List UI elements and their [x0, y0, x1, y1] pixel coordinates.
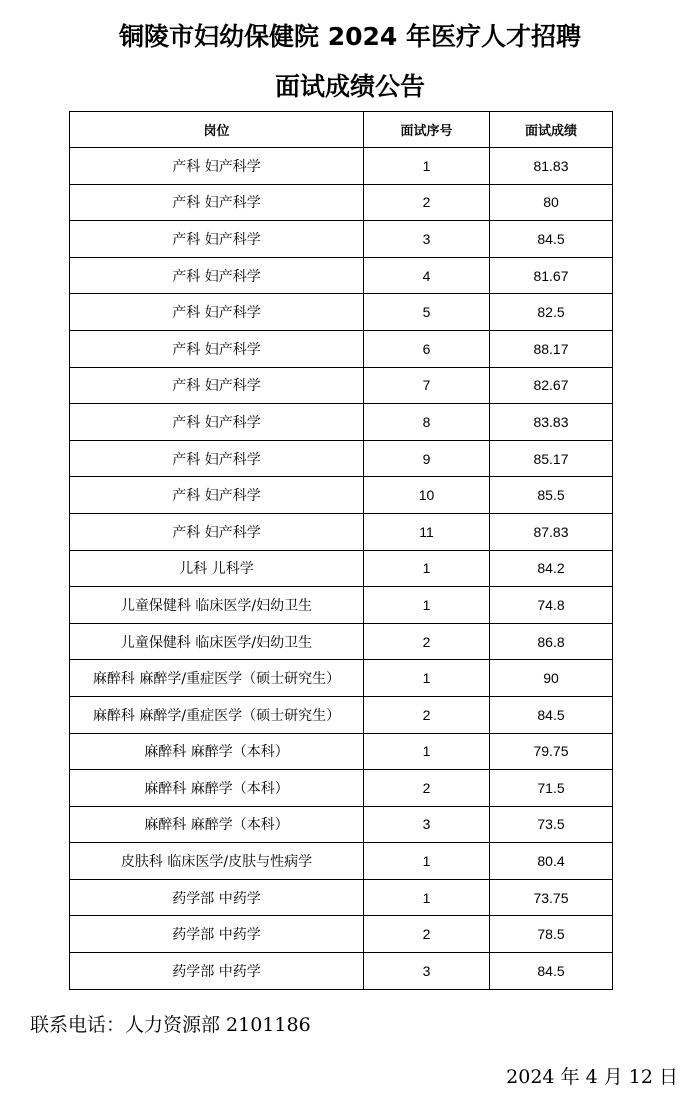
- cell-interview-seq: 6: [364, 330, 490, 367]
- cell-interview-seq: 1: [364, 660, 490, 697]
- cell-interview-seq: 4: [364, 257, 490, 294]
- table-row: [70, 550, 613, 587]
- table-row: [70, 623, 613, 660]
- table-row: [70, 953, 613, 990]
- cell-interview-score: 81.83: [490, 148, 613, 185]
- cell-interview-seq: 1: [364, 148, 490, 185]
- cell-interview-seq: 1: [364, 587, 490, 624]
- cell-position: 儿科 儿科学: [70, 550, 364, 587]
- cell-position: 产科 妇产科学: [70, 148, 364, 185]
- document-subtitle: 面试成绩公告: [274, 72, 425, 101]
- table-row: [70, 404, 613, 441]
- cell-interview-score: 84.5: [490, 953, 613, 990]
- cell-interview-score: 85.17: [490, 440, 613, 477]
- table-row: [70, 148, 613, 185]
- cell-position: 产科 妇产科学: [70, 440, 364, 477]
- header-interview-seq: 面试序号: [364, 112, 490, 148]
- cell-position: 药学部 中药学: [70, 953, 364, 990]
- cell-position: 药学部 中药学: [70, 879, 364, 916]
- header-interview-score: 面试成绩: [490, 112, 613, 148]
- cell-interview-seq: 2: [364, 916, 490, 953]
- cell-interview-score: 87.83: [490, 513, 613, 550]
- document-title: 铜陵市妇幼保健院 2024 年医疗人才招聘: [119, 22, 581, 51]
- cell-position: 麻醉科 麻醉学/重症医学（硕士研究生）: [70, 660, 364, 697]
- table-row: [70, 696, 613, 733]
- cell-position: 产科 妇产科学: [70, 294, 364, 331]
- cell-interview-score: 80: [490, 184, 613, 221]
- cell-interview-seq: 3: [364, 806, 490, 843]
- interview-score-table: [69, 111, 613, 990]
- cell-interview-score: 83.83: [490, 404, 613, 441]
- cell-interview-seq: 2: [364, 184, 490, 221]
- cell-position: 产科 妇产科学: [70, 404, 364, 441]
- cell-interview-score: 78.5: [490, 916, 613, 953]
- table-row: [70, 367, 613, 404]
- table-row: [70, 843, 613, 880]
- cell-interview-score: 73.75: [490, 879, 613, 916]
- table-row: [70, 440, 613, 477]
- cell-interview-score: 80.4: [490, 843, 613, 880]
- cell-position: 儿童保健科 临床医学/妇幼卫生: [70, 623, 364, 660]
- cell-interview-score: 81.67: [490, 257, 613, 294]
- cell-interview-seq: 10: [364, 477, 490, 514]
- table-row: [70, 477, 613, 514]
- cell-interview-seq: 3: [364, 221, 490, 258]
- cell-interview-seq: 7: [364, 367, 490, 404]
- cell-interview-score: 88.17: [490, 330, 613, 367]
- cell-position: 药学部 中药学: [70, 916, 364, 953]
- table-row: [70, 221, 613, 258]
- cell-interview-score: 82.5: [490, 294, 613, 331]
- publish-date: 2024 年 4 月 12 日: [506, 1066, 678, 1088]
- table-row: [70, 660, 613, 697]
- cell-interview-seq: 2: [364, 696, 490, 733]
- table-row: [70, 916, 613, 953]
- table-header-row: [70, 112, 613, 148]
- table-row: [70, 806, 613, 843]
- cell-position: 麻醉科 麻醉学（本科）: [70, 806, 364, 843]
- cell-interview-seq: 1: [364, 733, 490, 770]
- cell-interview-score: 84.5: [490, 696, 613, 733]
- cell-position: 产科 妇产科学: [70, 477, 364, 514]
- table-row: [70, 587, 613, 624]
- cell-interview-seq: 3: [364, 953, 490, 990]
- cell-interview-seq: 2: [364, 623, 490, 660]
- table-row: [70, 879, 613, 916]
- table-row: [70, 184, 613, 221]
- cell-position: 儿童保健科 临床医学/妇幼卫生: [70, 587, 364, 624]
- table-row: [70, 257, 613, 294]
- cell-interview-seq: 1: [364, 843, 490, 880]
- table-row: [70, 513, 613, 550]
- cell-interview-score: 86.8: [490, 623, 613, 660]
- cell-interview-score: 74.8: [490, 587, 613, 624]
- cell-position: 产科 妇产科学: [70, 184, 364, 221]
- cell-position: 麻醉科 麻醉学（本科）: [70, 733, 364, 770]
- table-row: [70, 294, 613, 331]
- cell-interview-seq: 1: [364, 879, 490, 916]
- cell-position: 皮肤科 临床医学/皮肤与性病学: [70, 843, 364, 880]
- contact-info: 联系电话：人力资源部 2101186: [30, 1014, 311, 1036]
- cell-interview-seq: 5: [364, 294, 490, 331]
- cell-position: 产科 妇产科学: [70, 513, 364, 550]
- cell-position: 产科 妇产科学: [70, 221, 364, 258]
- table-row: [70, 733, 613, 770]
- cell-interview-seq: 11: [364, 513, 490, 550]
- header-position: 岗位: [70, 112, 364, 148]
- cell-interview-score: 90: [490, 660, 613, 697]
- cell-position: 产科 妇产科学: [70, 330, 364, 367]
- table-row: [70, 330, 613, 367]
- cell-position: 麻醉科 麻醉学（本科）: [70, 770, 364, 807]
- cell-interview-score: 73.5: [490, 806, 613, 843]
- cell-position: 麻醉科 麻醉学/重症医学（硕士研究生）: [70, 696, 364, 733]
- cell-interview-seq: 2: [364, 770, 490, 807]
- cell-interview-score: 79.75: [490, 733, 613, 770]
- cell-interview-score: 71.5: [490, 770, 613, 807]
- cell-interview-score: 82.67: [490, 367, 613, 404]
- cell-interview-seq: 8: [364, 404, 490, 441]
- cell-interview-seq: 1: [364, 550, 490, 587]
- cell-interview-seq: 9: [364, 440, 490, 477]
- cell-position: 产科 妇产科学: [70, 257, 364, 294]
- cell-interview-score: 84.5: [490, 221, 613, 258]
- table-row: [70, 770, 613, 807]
- table-body: [70, 148, 613, 990]
- cell-interview-score: 84.2: [490, 550, 613, 587]
- cell-interview-score: 85.5: [490, 477, 613, 514]
- cell-position: 产科 妇产科学: [70, 367, 364, 404]
